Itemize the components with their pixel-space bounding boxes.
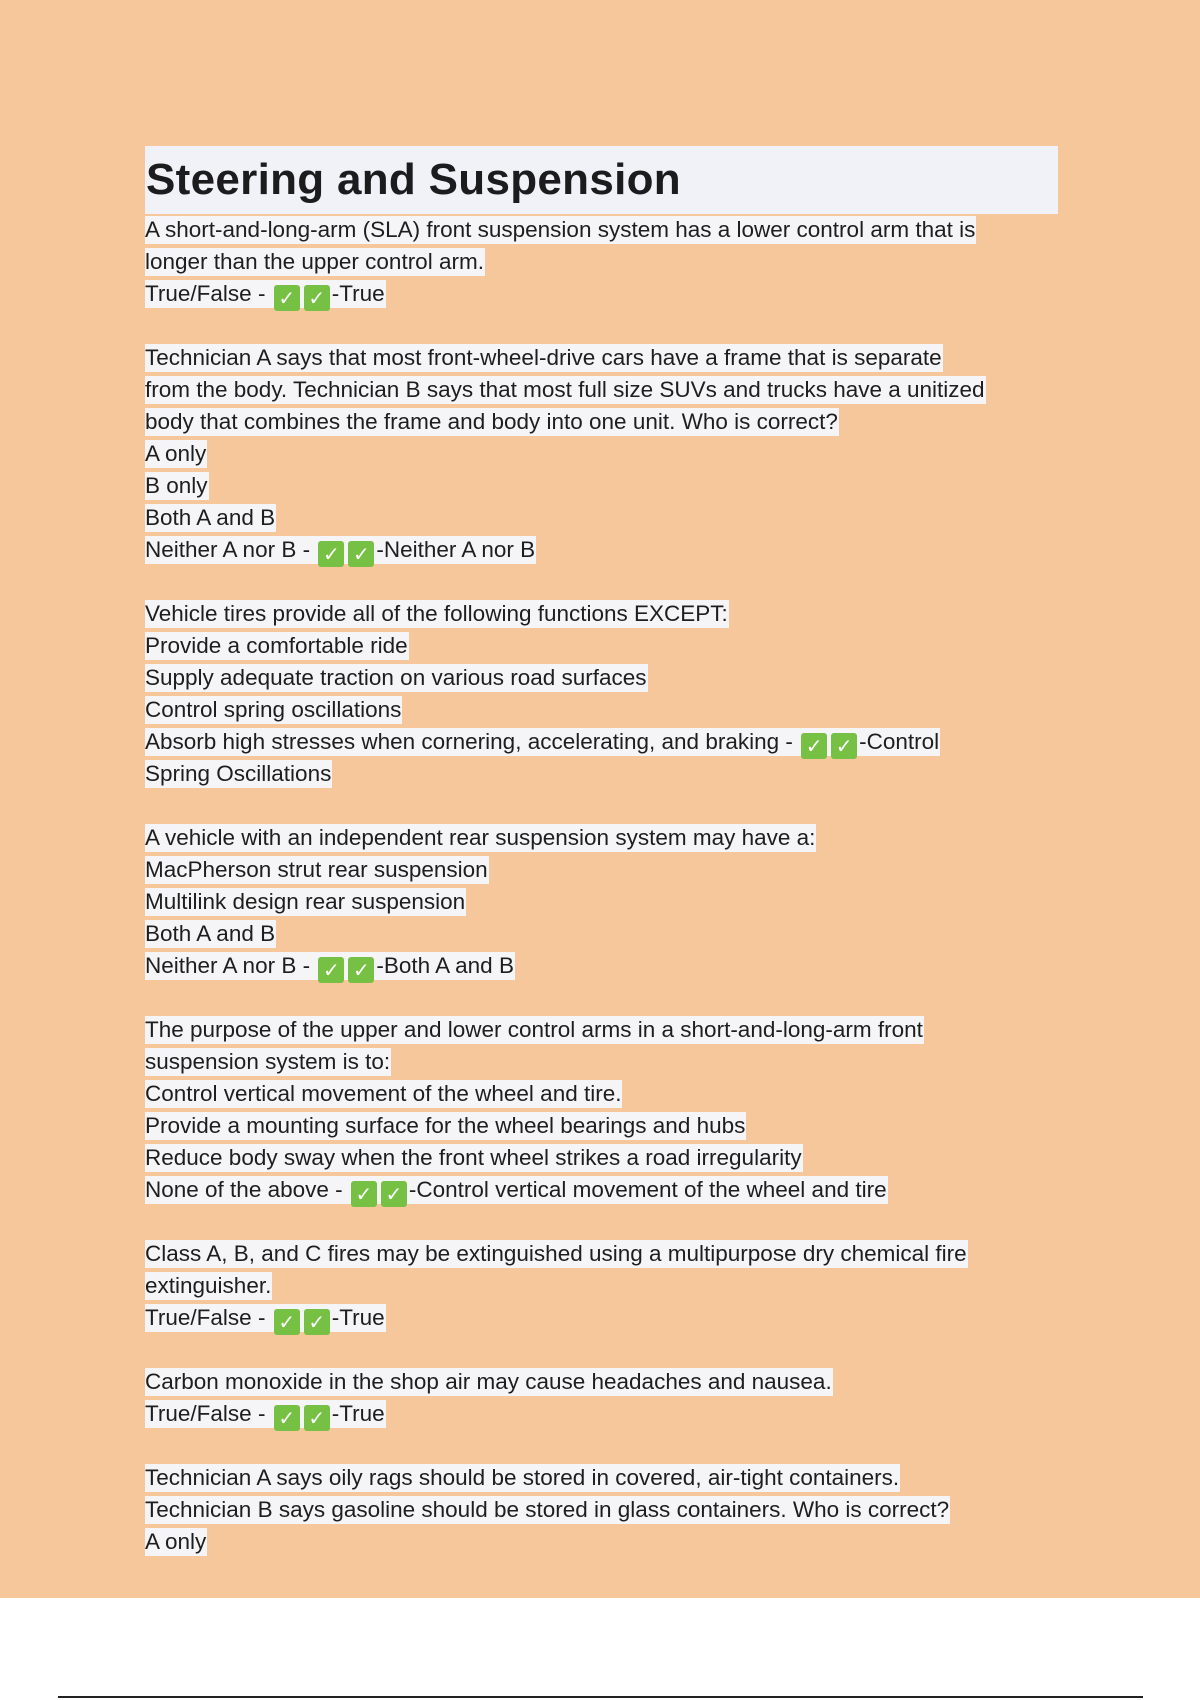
line-text: Neither A nor B - xyxy=(145,953,317,978)
line-text: A only xyxy=(145,1529,207,1554)
line-text: Carbon monoxide in the shop air may cause headaches and nausea. xyxy=(145,1369,832,1394)
highlighted-text xyxy=(145,1304,386,1332)
line-text: suspension system is to: xyxy=(145,1049,391,1074)
highlighted-text xyxy=(145,1144,803,1172)
question-line xyxy=(145,438,1060,470)
question-block xyxy=(145,214,1060,310)
question-line xyxy=(145,886,1060,918)
line-text: Technician B says gasoline should be stored in glass containers. Who is correct? xyxy=(145,1497,950,1522)
spacer xyxy=(145,982,1060,1014)
question-line xyxy=(145,1046,1060,1078)
line-text: Supply adequate traction on various road surfaces xyxy=(145,665,647,690)
highlighted-text xyxy=(145,1272,272,1300)
check-mark-icon: ✓ xyxy=(274,1309,300,1335)
question-line xyxy=(145,470,1060,502)
highlighted-text xyxy=(145,888,466,916)
check-mark-icon: ✓ xyxy=(831,733,857,759)
footer-divider xyxy=(58,1696,1143,1698)
line-text: longer than the upper control arm. xyxy=(145,249,484,274)
check-mark-icon: ✓ xyxy=(351,1181,377,1207)
question-line xyxy=(145,1142,1060,1174)
highlighted-text xyxy=(145,376,986,404)
question-block xyxy=(145,1238,1060,1334)
question-line xyxy=(145,1078,1060,1110)
line-text: Reduce body sway when the front wheel strikes a road irregularity xyxy=(145,1145,802,1170)
answer-text: -True xyxy=(331,1305,385,1330)
line-text: True/False - xyxy=(145,1401,272,1426)
question-block xyxy=(145,822,1060,982)
highlighted-text xyxy=(145,248,485,276)
question-line xyxy=(145,502,1060,534)
question-block xyxy=(145,598,1060,790)
question-line xyxy=(145,1014,1060,1046)
question-line xyxy=(145,950,1060,982)
spacer xyxy=(145,1430,1060,1462)
highlighted-text xyxy=(145,472,209,500)
highlighted-text xyxy=(145,1464,900,1492)
line-text: True/False - xyxy=(145,281,272,306)
line-text: A short-and-long-arm (SLA) front suspension system has a lower control arm that is xyxy=(145,217,976,242)
highlighted-text xyxy=(145,344,943,372)
highlighted-text xyxy=(145,1400,386,1428)
check-mark-icon: ✓ xyxy=(801,733,827,759)
line-text: Neither A nor B - xyxy=(145,537,317,562)
question-line xyxy=(145,1494,1060,1526)
question-line xyxy=(145,726,1060,758)
check-mark-icon: ✓ xyxy=(318,957,344,983)
line-text: body that combines the frame and body into one unit. Who is correct? xyxy=(145,409,838,434)
answer-text: -True xyxy=(331,1401,385,1426)
spacer xyxy=(145,566,1060,598)
line-text: None of the above - xyxy=(145,1177,349,1202)
highlighted-text xyxy=(145,1048,391,1076)
question-block xyxy=(145,1366,1060,1430)
highlighted-text xyxy=(145,600,729,628)
highlighted-text xyxy=(145,856,489,884)
question-line xyxy=(145,1110,1060,1142)
highlighted-text xyxy=(145,440,207,468)
question-line xyxy=(145,630,1060,662)
check-mark-icon: ✓ xyxy=(304,1405,330,1431)
question-line xyxy=(145,1462,1060,1494)
question-line xyxy=(145,374,1060,406)
document-content xyxy=(145,146,1060,1558)
line-text: Multilink design rear suspension xyxy=(145,889,466,914)
check-mark-icon: ✓ xyxy=(348,541,374,567)
check-mark-icon: ✓ xyxy=(274,1405,300,1431)
line-text: Both A and B xyxy=(145,921,276,946)
question-line xyxy=(145,822,1060,854)
line-text: B only xyxy=(145,473,208,498)
question-line xyxy=(145,918,1060,950)
question-line xyxy=(145,758,1060,790)
highlighted-text xyxy=(145,216,976,244)
check-mark-icon: ✓ xyxy=(381,1181,407,1207)
highlighted-text xyxy=(145,408,839,436)
line-text: Technician A says oily rags should be stored in covered, air-tight containers. xyxy=(145,1465,900,1490)
highlighted-text xyxy=(145,696,402,724)
answer-text: -True xyxy=(331,281,385,306)
highlighted-text xyxy=(145,280,386,308)
line-text: Provide a mounting surface for the wheel bearings and hubs xyxy=(145,1113,746,1138)
question-line xyxy=(145,1174,1060,1206)
check-mark-icon: ✓ xyxy=(304,1309,330,1335)
page-title: Steering and Suspension xyxy=(146,155,681,204)
highlighted-text xyxy=(145,1176,888,1204)
line-text: Class A, B, and C fires may be extinguished using a multipurpose dry chemical fire xyxy=(145,1241,967,1266)
highlighted-text xyxy=(145,1080,622,1108)
question-line xyxy=(145,534,1060,566)
question-line xyxy=(145,598,1060,630)
answer-text: -Both A and B xyxy=(376,953,514,978)
highlighted-text xyxy=(145,728,940,756)
question-block xyxy=(145,1462,1060,1558)
line-text: Both A and B xyxy=(145,505,276,530)
line-text: Vehicle tires provide all of the following functions EXCEPT: xyxy=(145,601,728,626)
question-line xyxy=(145,214,1060,246)
highlighted-text xyxy=(145,632,409,660)
line-text: Provide a comfortable ride xyxy=(145,633,408,658)
question-line xyxy=(145,1526,1060,1558)
spacer xyxy=(145,790,1060,822)
line-text: A vehicle with an independent rear suspension system may have a: xyxy=(145,825,816,850)
check-mark-icon: ✓ xyxy=(348,957,374,983)
line-text: extinguisher. xyxy=(145,1273,272,1298)
highlighted-text xyxy=(145,920,276,948)
spacer xyxy=(145,1206,1060,1238)
check-mark-icon: ✓ xyxy=(274,285,300,311)
highlighted-text xyxy=(145,536,536,564)
spacer xyxy=(145,1334,1060,1366)
line-text: The purpose of the upper and lower control arms in a short-and-long-arm front xyxy=(145,1017,923,1042)
question-line xyxy=(145,662,1060,694)
answer-text: -Control xyxy=(859,729,940,754)
highlighted-text xyxy=(145,824,816,852)
question-line xyxy=(145,694,1060,726)
highlighted-text xyxy=(145,1528,207,1556)
highlighted-text xyxy=(145,1112,746,1140)
highlighted-text xyxy=(145,952,515,980)
highlighted-text xyxy=(145,1368,833,1396)
question-line xyxy=(145,342,1060,374)
line-text: MacPherson strut rear suspension xyxy=(145,857,488,882)
highlighted-text xyxy=(145,664,648,692)
question-line xyxy=(145,406,1060,438)
line-text: Technician A says that most front-wheel-drive cars have a frame that is separate xyxy=(145,345,942,370)
line-text: Absorb high stresses when cornering, accelerating, and braking - xyxy=(145,729,800,754)
line-text: Control vertical movement of the wheel and tire. xyxy=(145,1081,622,1106)
question-line xyxy=(145,1398,1060,1430)
highlighted-text xyxy=(145,760,332,788)
question-block xyxy=(145,1014,1060,1206)
highlighted-text xyxy=(145,1240,968,1268)
highlighted-text xyxy=(145,1496,950,1524)
check-mark-icon: ✓ xyxy=(304,285,330,311)
question-block xyxy=(145,342,1060,566)
question-line xyxy=(145,246,1060,278)
highlighted-text xyxy=(145,1016,924,1044)
question-line xyxy=(145,1302,1060,1334)
spacer xyxy=(145,310,1060,342)
question-line xyxy=(145,1366,1060,1398)
answer-text: -Control vertical movement of the wheel and tire xyxy=(408,1177,887,1202)
line-text: True/False - xyxy=(145,1305,272,1330)
question-line xyxy=(145,854,1060,886)
title-bar xyxy=(145,146,1058,214)
line-text: from the body. Technician B says that most full size SUVs and trucks have a unitized xyxy=(145,377,985,402)
question-line xyxy=(145,1238,1060,1270)
answer-text: -Neither A nor B xyxy=(376,537,536,562)
check-mark-icon: ✓ xyxy=(318,541,344,567)
question-list xyxy=(145,214,1060,1558)
line-text: Spring Oscillations xyxy=(145,761,332,786)
line-text: A only xyxy=(145,441,207,466)
line-text: Control spring oscillations xyxy=(145,697,402,722)
highlighted-text xyxy=(145,504,276,532)
question-line xyxy=(145,278,1060,310)
question-line xyxy=(145,1270,1060,1302)
